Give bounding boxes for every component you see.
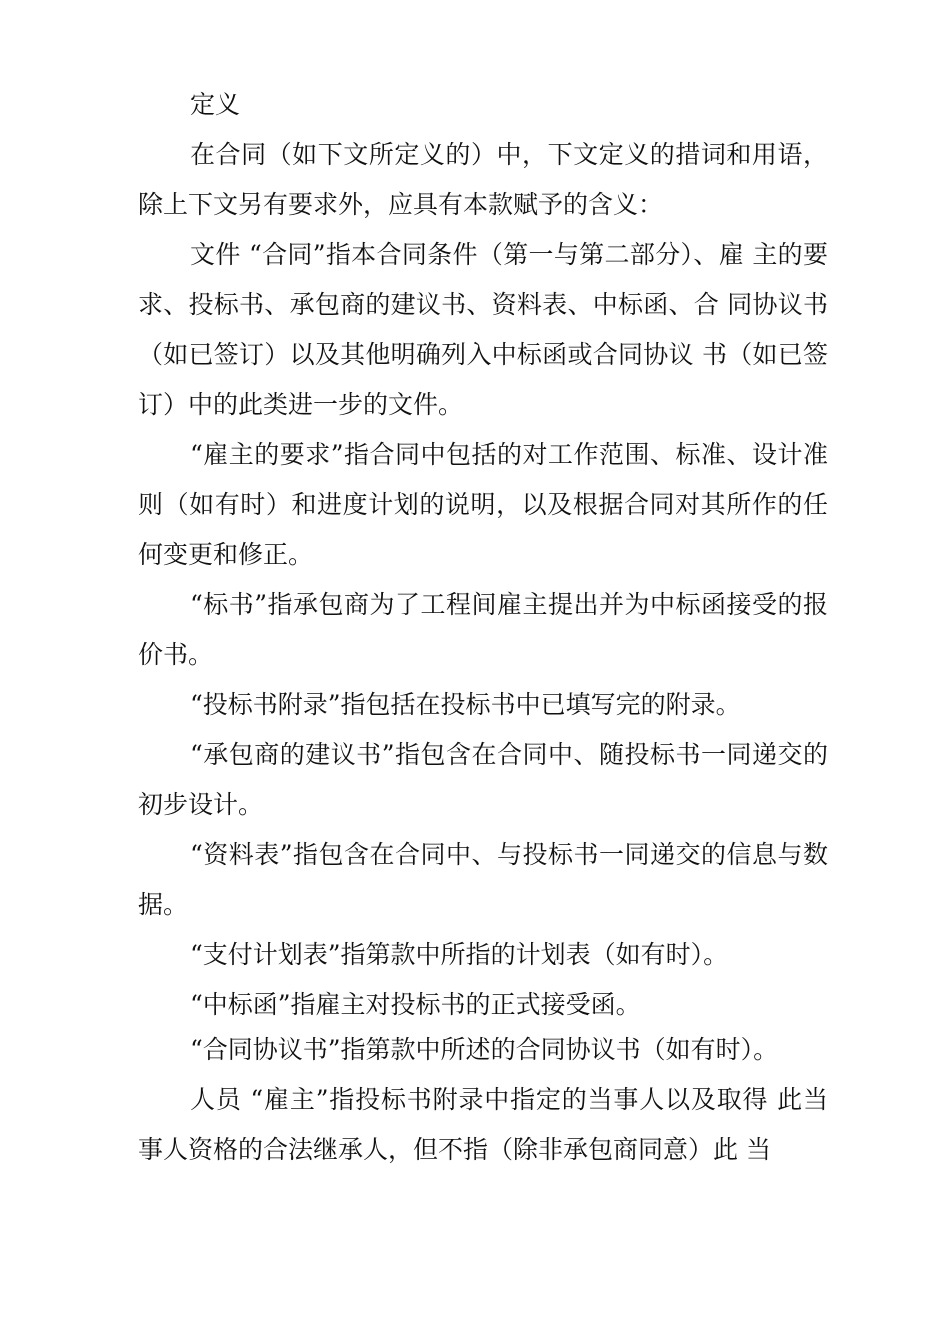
paragraph-tender: “标书”指承包商为了工程间雇主提出并为中标函接受的报价书。 <box>138 590 828 669</box>
paragraph-letter-of-acceptance: “中标函”指雇主对投标书的正式接受函。 <box>190 990 641 1019</box>
paragraph-contract-definition: 文件 “合同”指本合同条件（第一与第二部分）、雇 主的要求、投标书、承包商的建议书、资料表、中标函、合 同协议书（如已签订）以及其他明确列入中标函或合同协议 书（如已签订）中的此类进一步的文件。 <box>138 240 828 419</box>
paragraph-payment-schedule: “支付计划表”指第款中所指的计划表（如有时）。 <box>190 940 729 969</box>
paragraph-intro: 在合同（如下文所定义的）中，下文定义的措词和用语，除上下文另有要求外，应具有本款赋予的含义： <box>138 140 828 219</box>
paragraph-employer-requirements: “雇主的要求”指合同中包括的对工作范围、标准、设计准则（如有时）和进度计划的说明，以及根据合同对其所作的任何变更和修正。 <box>138 440 828 569</box>
paragraph-tender-appendix: “投标书附录”指包括在投标书中已填写完的附录。 <box>190 690 741 719</box>
paragraph-personnel-employer: 人员 “雇主”指投标书附录中指定的当事人以及取得 此当事人资格的合法继承人，但不指（除非承包商同意）此 当 <box>138 1085 828 1164</box>
paragraph-contract-agreement: “合同协议书”指第款中所述的合同协议书（如有时）。 <box>190 1035 779 1064</box>
paragraph-contractor-proposal: “承包商的建议书”指包含在合同中、随投标书一同递交的初步设计。 <box>138 740 828 819</box>
section-heading: 定义 <box>190 90 241 119</box>
paragraph-schedules: “资料表”指包含在合同中、与投标书一同递交的信息与数据。 <box>138 840 828 919</box>
